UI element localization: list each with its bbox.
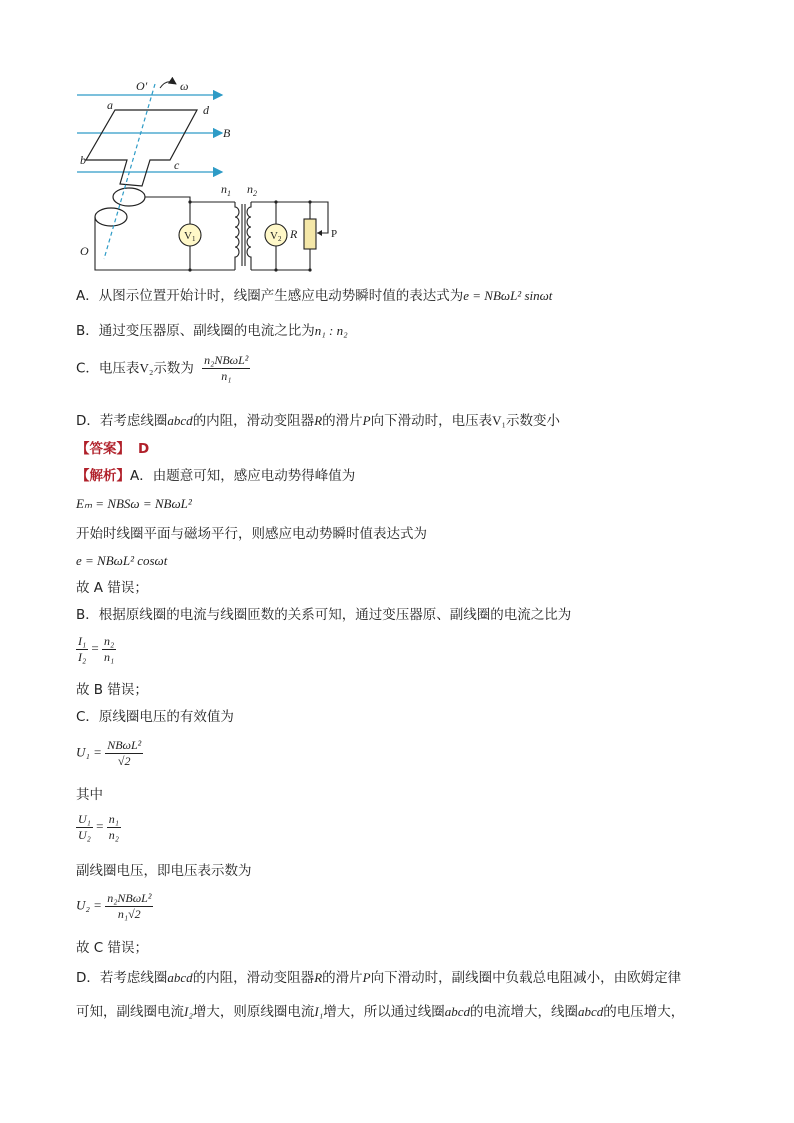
analysis-a-conclusion: 故 A 错误；	[76, 580, 148, 596]
analysis-c-intro: C．原线圈电压的有效值为	[76, 709, 234, 725]
answer: 【答案】 D	[76, 441, 150, 457]
label-omega: ω	[180, 79, 189, 93]
label-v2: V2	[270, 230, 282, 243]
analysis-c-conclusion: 故 C 错误；	[76, 940, 149, 956]
eq-current-ratio: $\frac{\text{I₁}}{\text{I₂}}$ = $\frac{\text{n₂}}{\text{n₁}}$	[78, 634, 115, 664]
analysis-a-intro: 【解析】A．由题意可知，感应电动势得峰值为	[76, 468, 356, 484]
eq-e: e = NBωL² cosωt	[76, 553, 168, 568]
label-r: R	[290, 227, 298, 241]
slider-p	[317, 230, 322, 236]
eq-voltage-ratio: $\frac{\text{U₁}}{\text{U₂}}$ = $\frac{\text{n₁}}{\text{n₂}}$	[78, 812, 119, 842]
rheostat-r	[304, 219, 316, 249]
option-d: D．若考虑线圈abcd的内阻，滑动变阻器R的滑片P向下滑动时，电压表V₁示数变小	[76, 413, 561, 429]
option-b: B．通过变压器原、副线圈的电流之比为n₁ : n₂	[76, 323, 348, 339]
label-a: a	[107, 98, 113, 112]
analysis-b-conclusion: 故 B 错误；	[76, 682, 148, 698]
slip-ring-upper	[113, 188, 145, 206]
coil-abcd	[86, 110, 197, 186]
eq-u2: U₂ = $\frac{\text{n₂NBωL²}}{\text{n₁√2}}$	[76, 891, 152, 921]
analysis-b-intro: B．根据原线圈的电流与线圈匝数的关系可知，通过变压器原、副线圈的电流之比为	[76, 607, 572, 623]
label-p: P	[331, 228, 338, 240]
eq-u1: U₁ = $\frac{\text{NBωL²}}{√2}$	[76, 738, 142, 768]
option-a: A．从图示位置开始计时，线圈产生感应电动势瞬时值的表达式为e = NBωL² sinωt	[76, 288, 553, 304]
analysis-a-mid: 开始时线圈平面与磁场平行，则感应电动势瞬时值表达式为	[76, 526, 427, 542]
label-c: c	[174, 158, 180, 172]
label-o-prime: O′	[136, 79, 148, 93]
analysis-d-line2: 可知，副线圈电流I₂增大，则原线圈电流I₁增大，所以通过线圈abcd的电流增大，线圈abcd的电压增大，	[76, 1004, 685, 1020]
secondary-coil	[247, 202, 251, 270]
label-o: O	[80, 244, 89, 258]
label-v1: V1	[184, 230, 196, 243]
slip-ring-lower	[95, 208, 127, 226]
label-b-field: B	[223, 126, 231, 140]
analysis-c-qizhong: 其中	[76, 787, 103, 803]
label-b: b	[80, 153, 86, 167]
eq-em: Eₘ = NBSω = NBωL²	[76, 496, 192, 511]
generator-transformer-figure	[70, 74, 350, 280]
option-c: C．电压表V₂示数为 $\frac{\text{n₂NBωL²}}{\text{n₁}}$	[76, 353, 249, 383]
rotation-arrow	[160, 82, 176, 88]
label-n1: $n_1$	[221, 182, 231, 198]
label-d: d	[203, 103, 209, 117]
analysis-c-secondary: 副线圈电压，即电压表示数为	[76, 863, 252, 879]
primary-coil	[235, 202, 239, 270]
label-n2: $n_2$	[247, 182, 257, 198]
analysis-d-line1: D．若考虑线圈abcd的内阻，滑动变阻器R的滑片P向下滑动时，副线圈中负载总电阻减小，由欧姆定律	[76, 970, 682, 986]
